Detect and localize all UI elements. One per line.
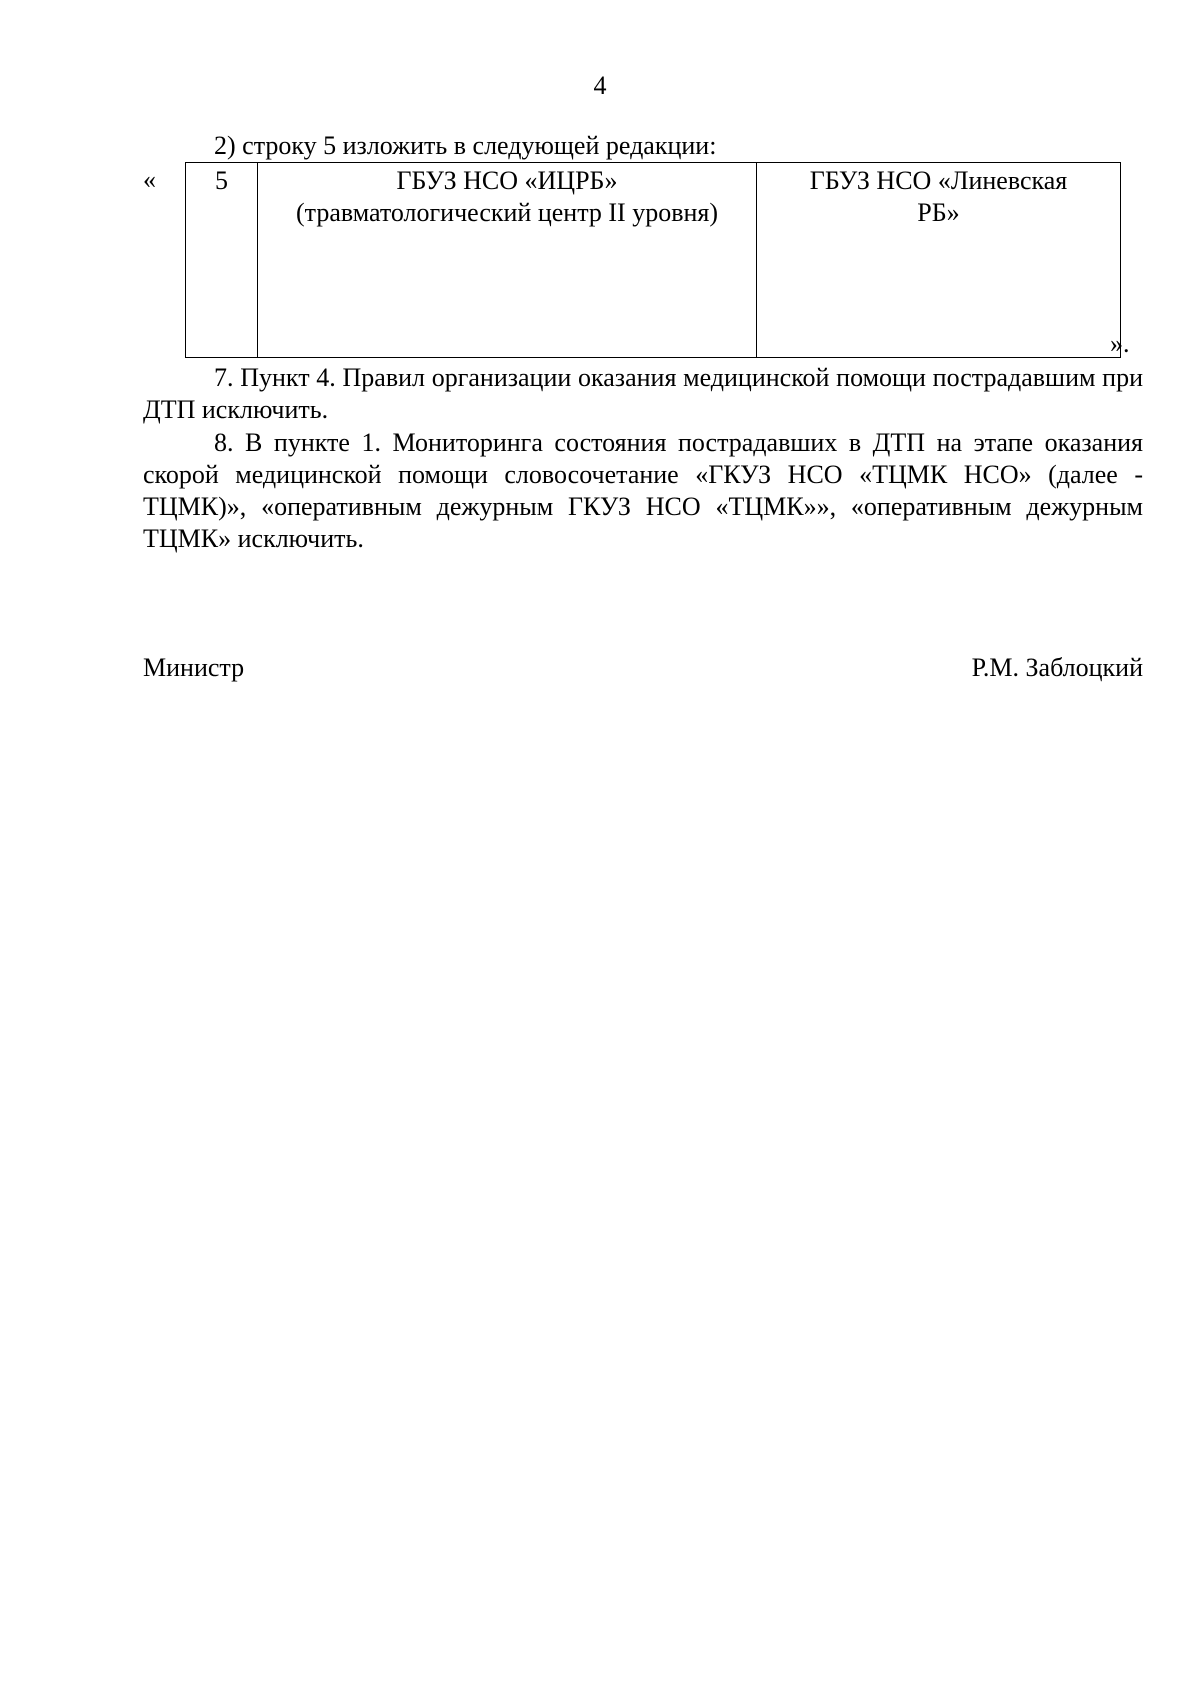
- route-cell: [757, 163, 1121, 358]
- organization-level: (травматологический центр II уровня): [295, 198, 719, 227]
- row-number-cell: [186, 163, 258, 358]
- signatory-name: Р.М. Заблоцкий: [971, 653, 1143, 682]
- row-number: 5: [215, 166, 228, 195]
- paragraph-item-7: 7. Пункт 4. Правил организации оказания медицинской помощи пострадавшим при ДТП исключить.: [143, 363, 1143, 424]
- route-name-line1: ГБУЗ НСО «Линевская: [809, 166, 1068, 195]
- page-number: 4: [593, 71, 607, 100]
- organization-name: ГБУЗ НСО «ИЦРБ»: [396, 166, 618, 195]
- opening-quote: «: [143, 165, 156, 194]
- intro-line: 2) строку 5 изложить в следующей редакции:: [214, 131, 717, 160]
- signatory-role: Министр: [143, 653, 245, 682]
- replacement-row-table: [185, 162, 1121, 358]
- organization-cell: [258, 163, 757, 358]
- table-row: [186, 163, 1121, 358]
- closing-quote: ».: [1110, 329, 1130, 358]
- paragraph-item-8: 8. В пункте 1. Мониторинга состояния пострадавших в ДТП на этапе оказания скорой медицинской помощи словосочетание «ГКУЗ НСО «ТЦМК НСО» (далее - ТЦМК)», «оперативным дежурным ГКУЗ НСО «ТЦМК»», «оперативным дежурным ТЦМК» исключить.: [143, 428, 1143, 553]
- route-name-line2: РБ»: [917, 198, 960, 227]
